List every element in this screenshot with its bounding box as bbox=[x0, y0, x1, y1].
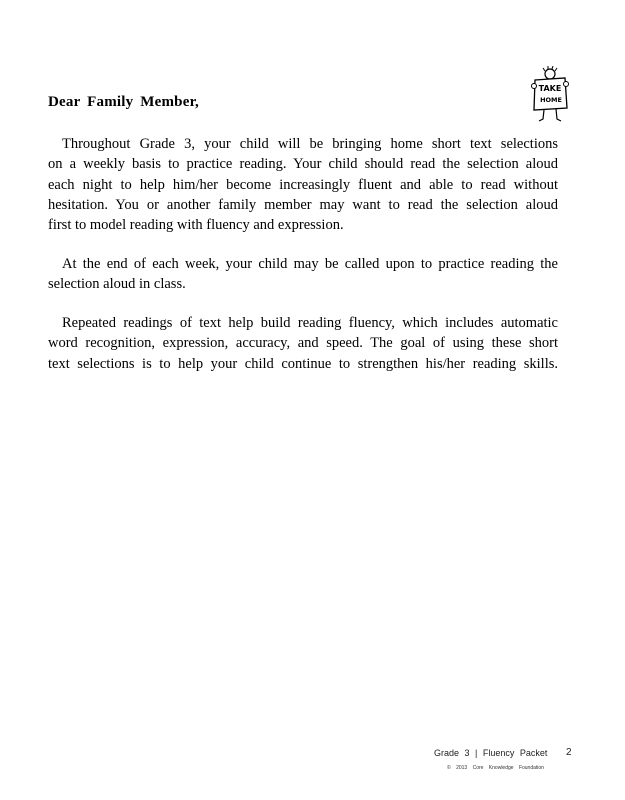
paragraph-1 bbox=[48, 134, 558, 235]
footer-separator: | bbox=[475, 748, 478, 758]
paragraph-line: on a weekly basis to practice reading. Your child should read the selection aloud bbox=[48, 156, 558, 173]
take-home-icon bbox=[530, 66, 570, 126]
paragraph-line: word recognition, expression, accuracy, and speed. The goal of using these short bbox=[48, 335, 558, 352]
footer-grade: Grade 3 bbox=[434, 748, 470, 758]
paragraph-line: text selections is to help your child continue to strengthen his/her reading skills. bbox=[48, 355, 558, 372]
paragraph-line: selection aloud in class. bbox=[48, 276, 186, 293]
take-home-icon-text-1: TAKE bbox=[538, 84, 562, 93]
footer-page-number: 2 bbox=[566, 747, 572, 758]
paragraph-line: Repeated readings of text help build reading fluency, which includes automatic bbox=[62, 315, 558, 331]
paragraph-3 bbox=[48, 313, 558, 374]
paragraph-line: first to model reading with fluency and expression. bbox=[48, 217, 344, 234]
paragraph-2 bbox=[48, 254, 558, 295]
take-home-icon-text-2: HOME bbox=[540, 96, 562, 104]
salutation: Dear Family Member, bbox=[48, 94, 200, 110]
paragraph-line: Throughout Grade 3, your child will be bringing home short text selections bbox=[62, 136, 558, 152]
footer-packet: Fluency Packet bbox=[482, 748, 548, 758]
footer-title bbox=[434, 748, 547, 758]
footer-copyright: © 2013 Core Knowledge Foundation bbox=[447, 765, 544, 771]
paragraph-line: At the end of each week, your child may be called upon to practice reading the bbox=[62, 256, 558, 272]
paragraph-line: each night to help him/her become increasingly fluent and able to read without bbox=[48, 176, 558, 193]
paragraph-line: hesitation. You or another family member may want to read the selection aloud bbox=[48, 196, 558, 213]
